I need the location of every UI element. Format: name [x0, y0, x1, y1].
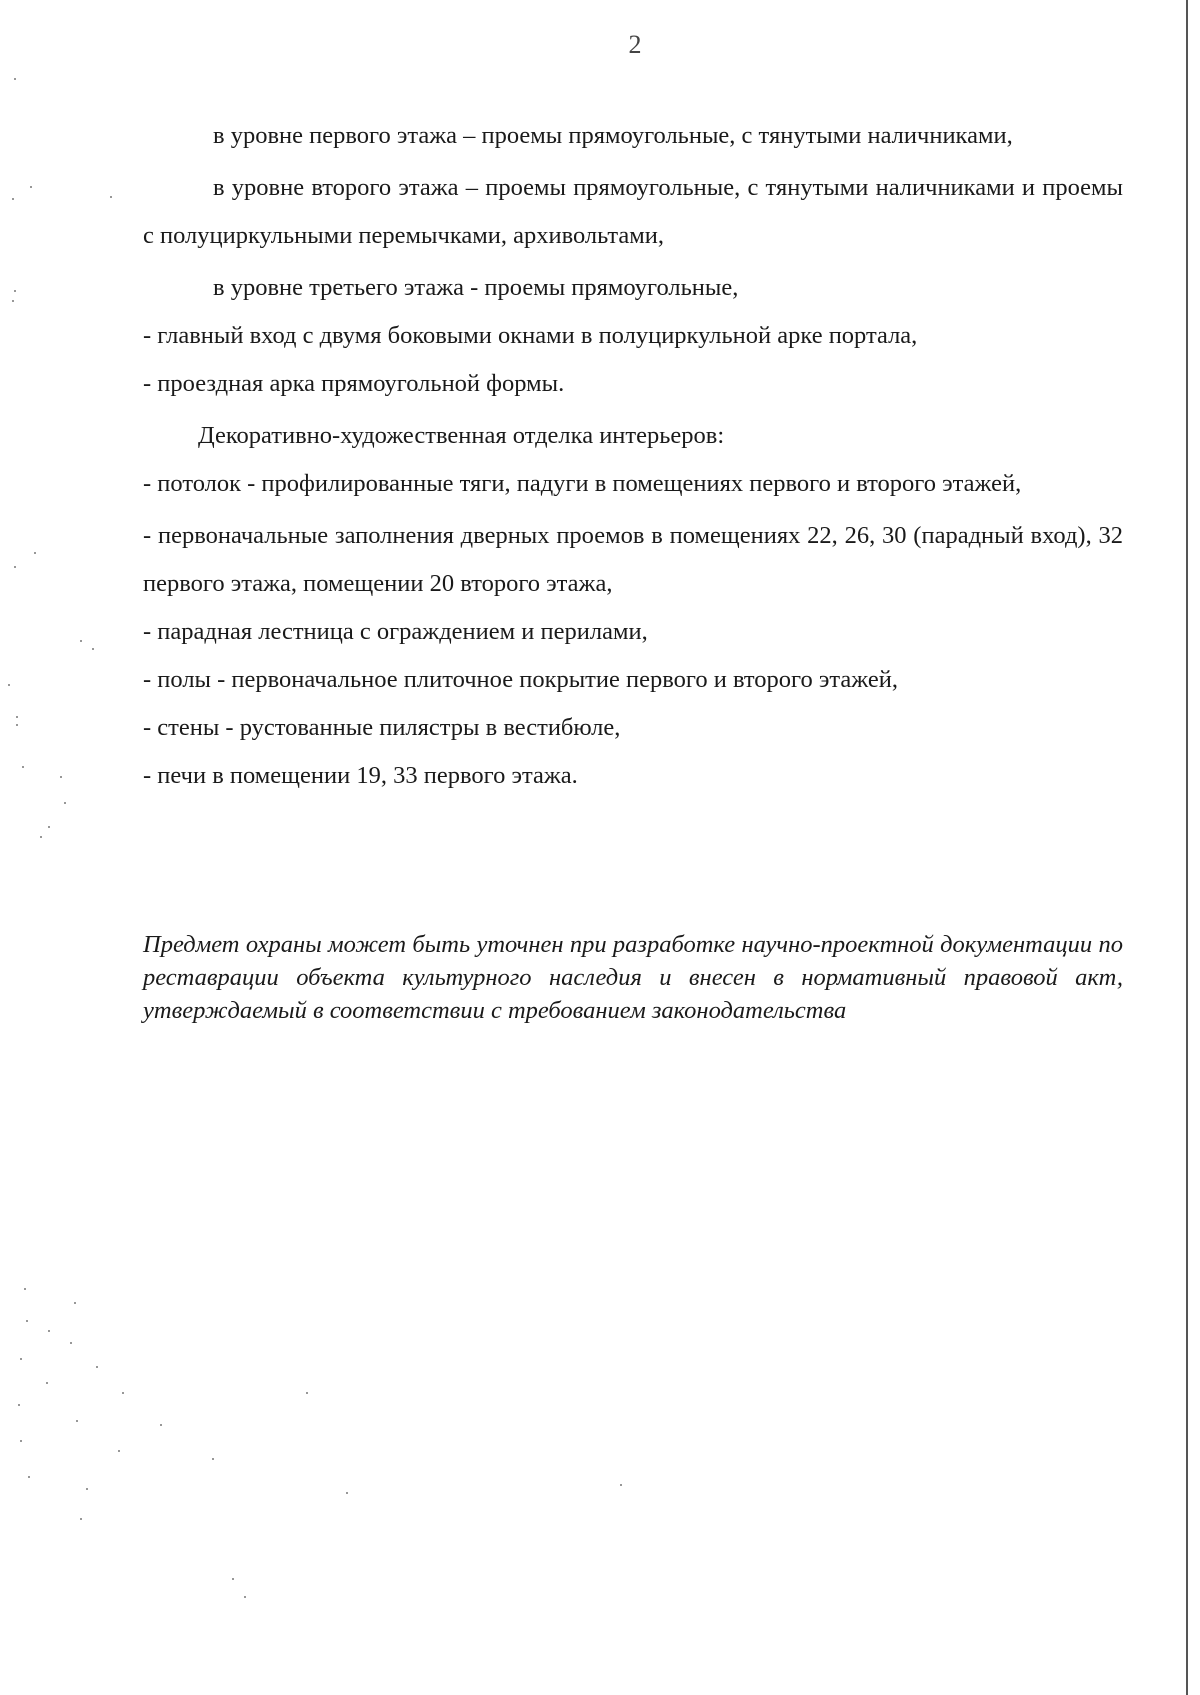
- paragraph-walls: - стены - рустованные пилястры в вестибюле,: [143, 714, 621, 741]
- document-body: [143, 112, 1123, 800]
- page-number: 2: [628, 30, 642, 59]
- paragraph-staircase: - парадная лестница с ограждением и перилами,: [143, 618, 648, 645]
- paragraph-main-entrance: - главный вход с двумя боковыми окнами в полуциркульной арке портала,: [143, 322, 918, 349]
- paragraph-third-floor: в уровне третьего этажа - проемы прямоугольные,: [213, 274, 739, 301]
- paragraph-interior-heading: Декоративно-художественная отделка интерьеров:: [198, 422, 725, 449]
- protection-note: Предмет охраны может быть уточнен при разработке научно-проектной документации по реставрации объекта культурного наследия и внесен в нормативный правовой акт, утверждаемый в соответствии с требованием законодательства: [143, 931, 1123, 1024]
- scan-edge-line: [1186, 0, 1188, 1695]
- paragraph-ceiling: - потолок - профилированные тяги, падуги в помещениях первого и второго этажей,: [143, 470, 1022, 497]
- paragraph-floors: - полы - первоначальное плиточное покрытие первого и второго этажей,: [143, 666, 898, 693]
- paragraph-second-floor: в уровне второго этажа – проемы прямоугольные, с тянутыми наличниками и проемы с полуциркульными перемычками, архивольтами,: [143, 174, 1123, 249]
- paragraph-doors: - первоначальные заполнения дверных проемов в помещениях 22, 26, 30 (парадный вход), 32 первого этажа, помещении 20 второго этажа,: [143, 522, 1123, 597]
- paragraph-driveway-arch: - проездная арка прямоугольной формы.: [143, 370, 565, 397]
- paragraph-stoves: - печи в помещении 19, 33 первого этажа.: [143, 762, 578, 789]
- paragraph-first-floor: в уровне первого этажа – проемы прямоугольные, с тянутыми наличниками,: [213, 122, 1013, 149]
